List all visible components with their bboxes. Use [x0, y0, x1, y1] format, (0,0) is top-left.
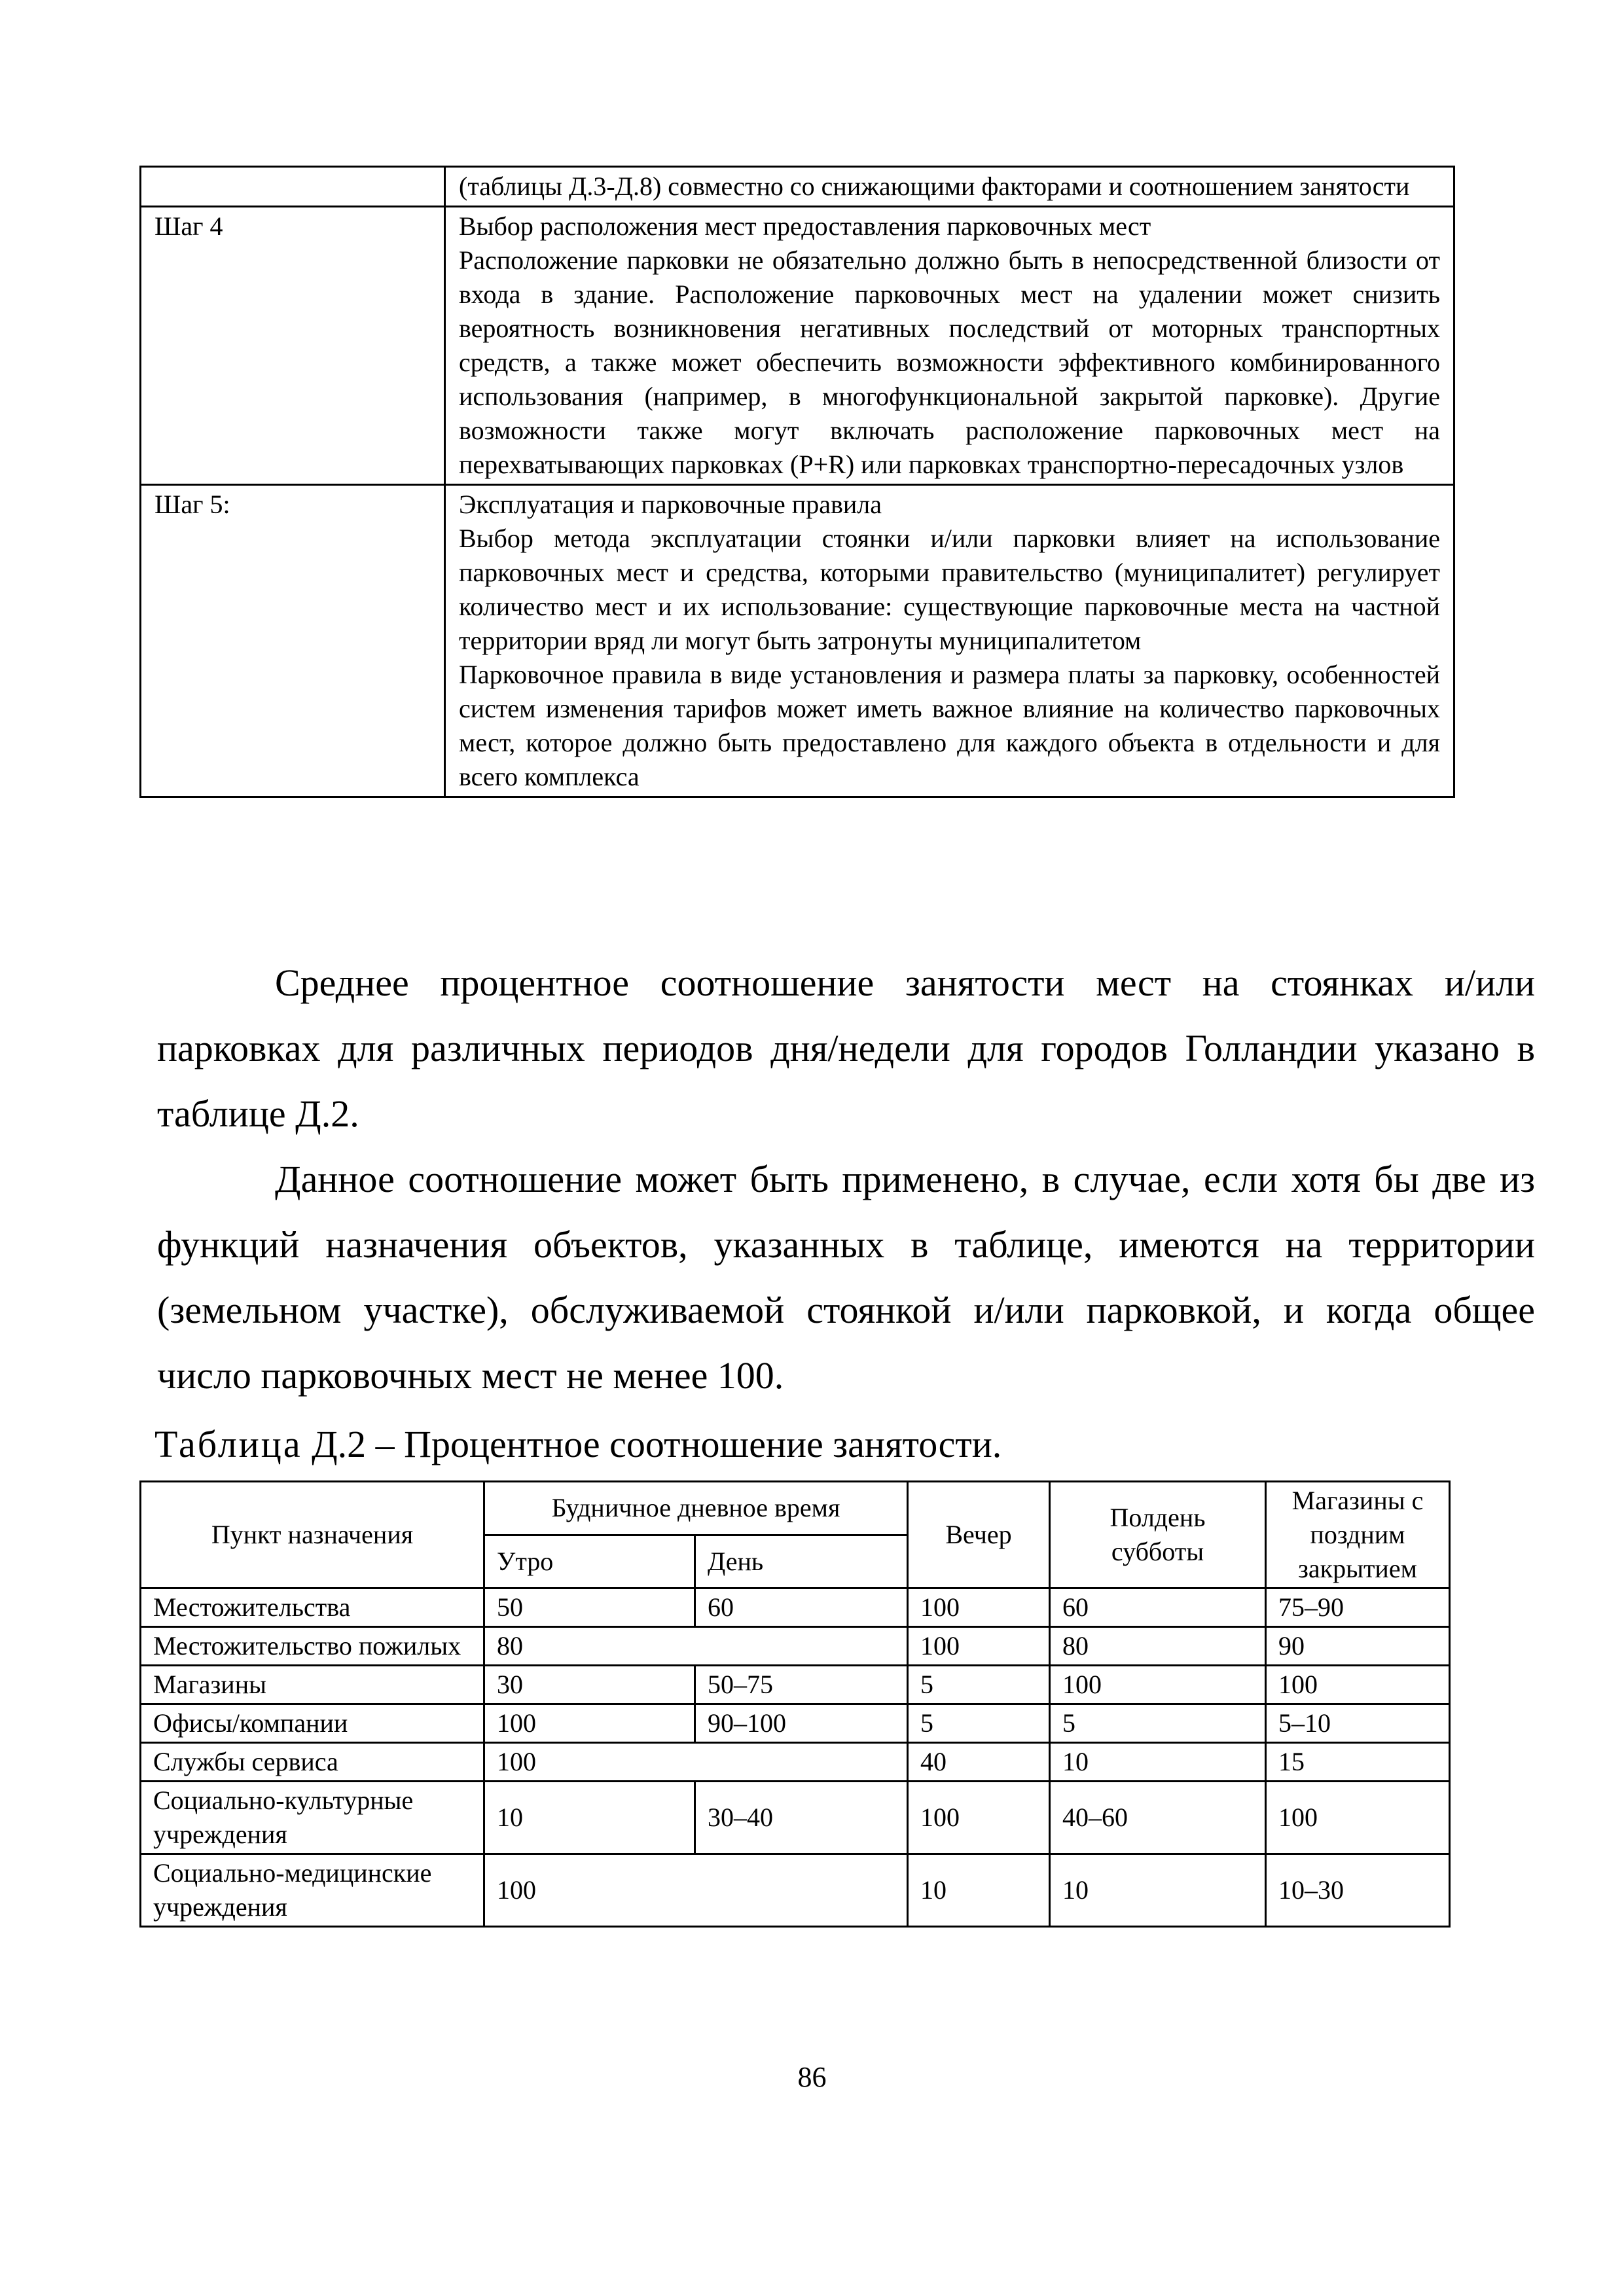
cell-day: 30–40: [695, 1782, 908, 1854]
table-row: [141, 1743, 1450, 1782]
table-row: [141, 1588, 1450, 1627]
caption-label: Таблица: [154, 1423, 302, 1465]
cell-morning: 10: [484, 1782, 695, 1854]
header-day: День: [695, 1535, 908, 1588]
cell-evening: 100: [908, 1782, 1050, 1854]
cell-saturday: 10: [1050, 1854, 1266, 1927]
cell-evening: 10: [908, 1854, 1050, 1927]
cell-late: 100: [1266, 1782, 1450, 1854]
header-weekday: Будничное дневное время: [484, 1482, 908, 1535]
step-description: (таблицы Д.3-Д.8) совместно со снижающими факторами и соотношением занятости: [445, 167, 1454, 207]
row-label: Местожительства: [141, 1588, 484, 1627]
table-row: [141, 167, 1454, 207]
cell-late: 100: [1266, 1666, 1450, 1704]
step-title: Выбор расположения мест предоставления парковочных мест: [459, 211, 1151, 241]
cell-morning: 100: [484, 1704, 695, 1743]
cell-late: 75–90: [1266, 1588, 1450, 1627]
caption-title: Д.2 – Процентное соотношение занятости.: [302, 1423, 1002, 1465]
step-description: [445, 485, 1454, 797]
table-row: [141, 1782, 1450, 1854]
cell-saturday: 5: [1050, 1704, 1266, 1743]
table-caption: [154, 1418, 1001, 1471]
table-row: [141, 1627, 1450, 1666]
cell-evening: 40: [908, 1743, 1050, 1782]
table-row: [141, 1854, 1450, 1927]
table-row: [141, 1704, 1450, 1743]
table-row: [141, 1666, 1450, 1704]
cell-day: 60: [695, 1588, 908, 1627]
cell-saturday: 80: [1050, 1627, 1266, 1666]
step-cell: [141, 167, 445, 207]
steps-table: [139, 166, 1455, 798]
step-description: [445, 207, 1454, 485]
body-paragraph: Данное соотношение может быть применено, в случае, если хотя бы две из функций назначения объектов, указанных в таблице, имеются на территории (земельном участке), обслуживаемой стоянкой и/или парковкой, и когда общее число парковочных мест не менее 100.: [157, 1158, 1535, 1397]
row-label: Социально-культурные учреждения: [141, 1782, 484, 1854]
row-label: Магазины: [141, 1666, 484, 1704]
row-label: Местожительство пожилых: [141, 1627, 484, 1666]
cell-day: 90–100: [695, 1704, 908, 1743]
header-saturday: Полдень субботы: [1050, 1482, 1266, 1588]
cell-late: 10–30: [1266, 1854, 1450, 1927]
header-destination: Пункт назначения: [141, 1482, 484, 1588]
step-text: Парковочное правила в виде установления и размера платы за парковку, особенностей систем изменения тарифов может иметь важное влияние на количество парковочных мест, которое должно быть предоставлено для каждого объекта в отдельности и для всего комплекса: [459, 660, 1440, 791]
table-row: [141, 207, 1454, 485]
cell-late: 15: [1266, 1743, 1450, 1782]
cell-morning: 50: [484, 1588, 695, 1627]
row-label: Офисы/компании: [141, 1704, 484, 1743]
header-late-shops: Магазины с поздним закрытием: [1266, 1482, 1450, 1588]
step-text: Расположение парковки не обязательно должно быть в непосредственной близости от входа в здание. Расположение парковочных мест на удалении может снизить вероятность возникновения негативных последствий от моторных транспортных средств, а также может обеспечить возможности эффективного комбинированного использования (например, в многофункциональной закрытой парковке). Другие возможности также могут включать расположение парковочных мест на перехватывающих парковках (P+R) или парковках транспортно-пересадочных узлов: [459, 245, 1440, 479]
header-row: [141, 1482, 1450, 1535]
cell-evening: 5: [908, 1666, 1050, 1704]
cell-evening: 100: [908, 1588, 1050, 1627]
row-label: Социально-медицинские учреждения: [141, 1854, 484, 1927]
cell-saturday: 10: [1050, 1743, 1266, 1782]
cell-late: 90: [1266, 1627, 1450, 1666]
cell-evening: 100: [908, 1627, 1050, 1666]
step-text: Выбор метода эксплуатации стоянки и/или парковки влияет на использование парковочных мест и средства, которыми правительство (муниципалитет) регулирует количество мест и их использование: существующие парковочные места на частной территории вряд ли могут быть затронуты муниципалитетом: [459, 524, 1440, 655]
cell-weekday: 100: [484, 1743, 908, 1782]
table-row: [141, 485, 1454, 797]
cell-day: 50–75: [695, 1666, 908, 1704]
cell-saturday: 100: [1050, 1666, 1266, 1704]
cell-saturday: 60: [1050, 1588, 1266, 1627]
cell-evening: 5: [908, 1704, 1050, 1743]
cell-morning: 30: [484, 1666, 695, 1704]
cell-weekday: 100: [484, 1854, 908, 1927]
cell-weekday: 80: [484, 1627, 908, 1666]
page-number: 86: [797, 2061, 827, 2093]
header-morning: Утро: [484, 1535, 695, 1588]
header-evening: Вечер: [908, 1482, 1050, 1588]
row-label: Службы сервиса: [141, 1743, 484, 1782]
step-cell: Шаг 5:: [141, 485, 445, 797]
occupancy-table: [139, 1480, 1451, 1928]
cell-saturday: 40–60: [1050, 1782, 1266, 1854]
cell-late: 5–10: [1266, 1704, 1450, 1743]
body-paragraph: Среднее процентное соотношение занятости мест на стоянках и/или парковках для различных периодов дня/недели для городов Голландии указано в таблице Д.2.: [157, 961, 1535, 1135]
step-title: Эксплуатация и парковочные правила: [459, 490, 882, 519]
step-cell: Шаг 4: [141, 207, 445, 485]
